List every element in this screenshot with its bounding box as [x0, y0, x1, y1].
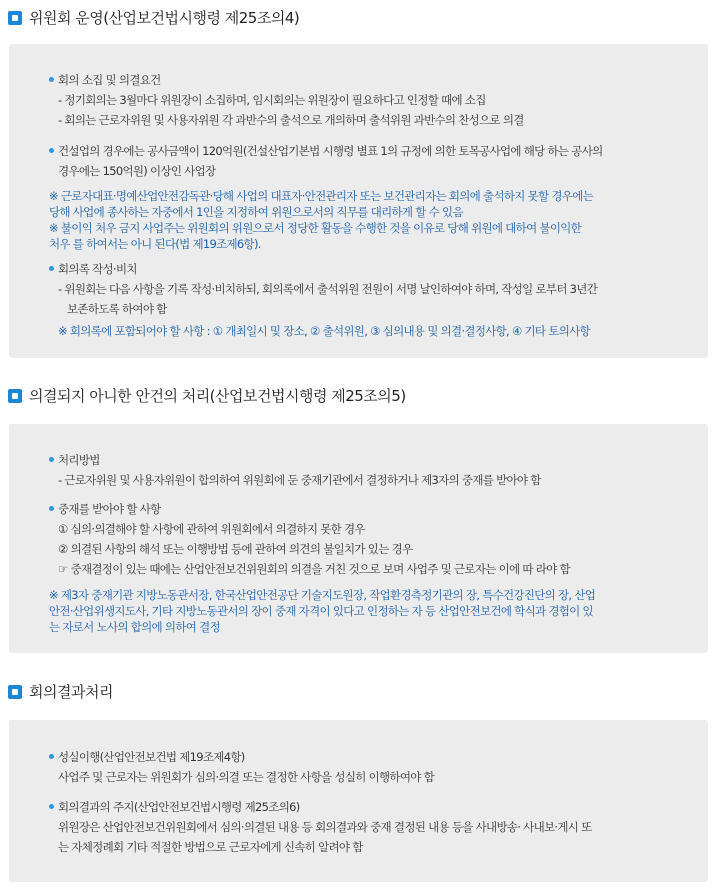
- square-bullet-icon: [8, 685, 22, 699]
- item-line: ① 심의·의결해야 할 사항에 관하여 위원회에서 의결하지 못한 경우: [58, 522, 365, 536]
- dot-bullet-icon: [49, 266, 54, 271]
- note-line: 는 자로서 노사의 합의에 의하여 결정: [49, 620, 220, 634]
- dot-bullet-icon: [49, 506, 54, 511]
- item-line: - 정기회의는 3월마다 위원장이 소집하며, 임시회의는 위원장이 필요하다고 인정할 때에 소집: [58, 93, 486, 107]
- note-line: ※ 불이익 처우 금지 사업주는 위원회의 위원으로서 정당한 활동을 수행한 것을 이유로 당해 위원에 대하여 불이익한: [49, 221, 582, 235]
- square-bullet-icon: [8, 389, 22, 403]
- item-line: 사업주 및 근로자는 위원회가 심의·의결 또는 결정한 사항을 성실히 이행하여야 함: [58, 770, 435, 784]
- dot-bullet-icon: [49, 457, 54, 462]
- note-line: ※ 회의록에 포함되어야 할 사항 : ① 개최일시 및 장소, ② 출석위원, ③ 심의내용 및 의결·결정사항, ④ 기타 토의사항: [58, 324, 590, 338]
- square-bullet-icon: [8, 11, 22, 25]
- note-line: 당해 사업에 종사하는 자중에서 1인을 지정하여 위원으로서의 직무를 대리하게 할 수 있음: [49, 205, 463, 219]
- note-line: ※ 근로자대표·명예산업안전감독관·당해 사업의 대표자·안전관리자 또는 보건관리자는 회의에 출석하지 못할 경우에는: [49, 189, 594, 203]
- item-line: - 회의는 근로자위원 및 사용자위원 각 과반수의 출석으로 개의하며 출석위원 과반수의 찬성으로 의결: [58, 113, 524, 127]
- item-heading: 건설업의 경우에는 공사금액이 120억원(건설산업기본법 시행령 별표 1의 규정에 의한 토목공사업에 해당 하는 공사의: [58, 144, 603, 158]
- section-title-committee-operation: [8, 7, 299, 28]
- dot-bullet-icon: [49, 754, 54, 759]
- dot-bullet-icon: [49, 804, 54, 809]
- dot-bullet-icon: [49, 77, 54, 82]
- item-heading: 회의록 작성·비치: [58, 262, 137, 276]
- item-heading: 처리방법: [58, 453, 100, 467]
- item-line: 는 자체정례회 기타 적절한 방법으로 근로자에게 신속히 알려야 함: [58, 840, 363, 854]
- item-line: 보존하도록 하여야 함: [67, 302, 167, 316]
- item-heading: 회의 소집 및 의결요건: [58, 73, 161, 87]
- note-line: 안전·산업위생지도사, 기타 지방노동관서의 장이 중재 자격이 있다고 인정하는 자 등 산업안전보건에 학식과 경험이 있: [49, 604, 593, 618]
- content-box-unresolved-agenda: [9, 424, 708, 653]
- content-box-meeting-results: [9, 720, 708, 882]
- note-line: ※ 제3자 중재기관 지방노동관서장, 한국산업안전공단 기술지도원장, 작업환경측정기관의 장, 특수건강진단의 장, 산업: [49, 588, 596, 602]
- section-title-text: 회의결과처리: [29, 683, 113, 701]
- item-heading: 중재를 받아야 할 사항: [58, 502, 161, 516]
- section-title-text: 의결되지 아니한 안건의 처리(산업보건법시행령 제25조의5): [29, 387, 406, 405]
- item-heading: 성실이행(산업안전보건법 제19조제4항): [58, 750, 245, 764]
- item-heading: 회의결과의 주지(산업안전보건법시행령 제25조의6): [58, 800, 300, 814]
- item-line: - 근로자위원 및 사용자위원이 합의하여 위원회에 둔 중재기관에서 결정하거나 제3자의 중재를 받아야 함: [58, 473, 541, 487]
- item-line: ② 의결된 사항의 해석 또는 이행방법 등에 관하여 의견의 불일치가 있는 경우: [58, 542, 413, 556]
- dot-bullet-icon: [49, 148, 54, 153]
- section-title-unresolved-agenda: [8, 385, 406, 406]
- item-line: 경우에는 150억원) 이상인 사업장: [58, 164, 216, 178]
- section-title-meeting-results: [8, 681, 113, 702]
- content-box-committee-operation: [9, 44, 708, 358]
- item-line: 위원장은 산업안전보건위원회에서 심의·의결된 내용 등 회의결과와 중재 결정된 내용 등을 사내방송· 사내보·게시 또: [58, 820, 592, 834]
- item-line: - 위원회는 다음 사항을 기록 작성·비치하되, 회의록에서 출석위원 전원이 서명 날인하여야 하며, 작성일 로부터 3년간: [58, 282, 598, 296]
- section-title-text: 위원회 운영(산업보건법시행령 제25조의4): [29, 9, 300, 27]
- note-line: 처우 를 하여서는 아니 된다(법 제19조제6항).: [49, 237, 261, 251]
- item-line: ☞ 중재결정이 있는 때에는 산업안전보건위원회의 의결을 거친 것으로 보며 사업주 및 근로자는 이에 따 라야 함: [58, 562, 570, 576]
